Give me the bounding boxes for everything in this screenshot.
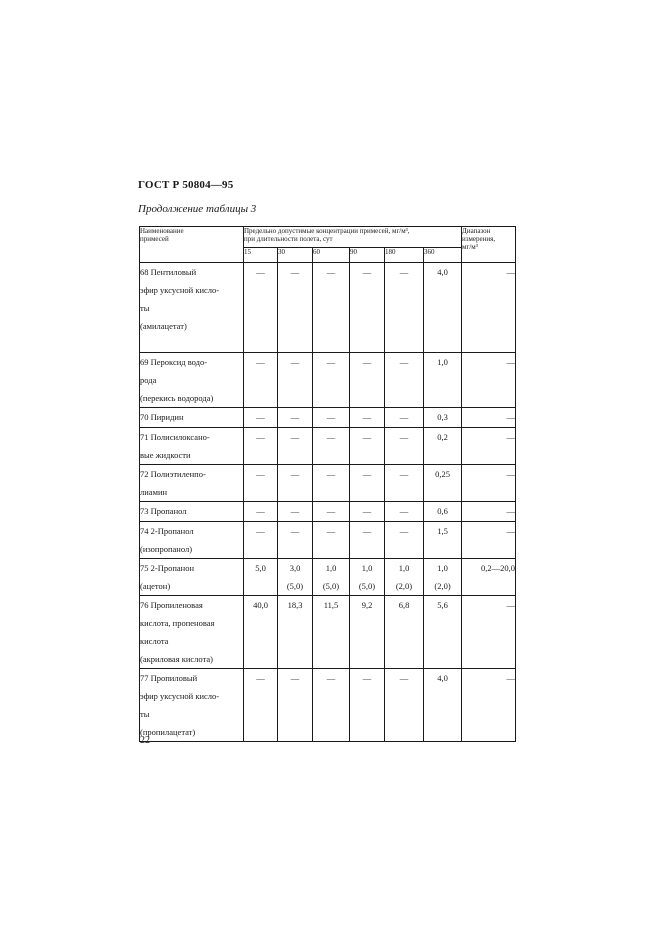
concentration-cell (424, 263, 462, 353)
column-header-concentrations (244, 227, 462, 248)
day-header: 180 (385, 248, 424, 263)
measurement-range-cell: — (462, 353, 516, 408)
concentration-value: — (290, 432, 300, 442)
concentration-value: — (326, 506, 336, 516)
concentration-value: (5,0) (358, 581, 376, 591)
concentration-cell (313, 428, 350, 465)
substance-name-cell (140, 559, 244, 596)
concentration-value: (2,0) (434, 581, 451, 591)
header-line: мг/м³ (462, 243, 478, 251)
concentration-cell (424, 408, 462, 428)
table-header-row (140, 227, 516, 248)
concentration-cell (350, 559, 385, 596)
concentration-cell (385, 502, 424, 522)
concentration-cell (424, 502, 462, 522)
table-row (140, 408, 516, 428)
concentration-cell (313, 263, 350, 353)
concentration-value: 0,6 (437, 506, 448, 516)
concentration-cell (313, 596, 350, 669)
concentration-cell (244, 559, 278, 596)
substance-name-cell (140, 502, 244, 522)
concentration-cell (350, 353, 385, 408)
concentration-cell (350, 465, 385, 502)
concentration-cell (424, 428, 462, 465)
concentration-value: — (290, 506, 300, 516)
concentration-value: 11,5 (323, 600, 339, 610)
substance-name-line: (амилацетат) (140, 321, 187, 331)
concentration-cell (350, 428, 385, 465)
concentration-value: — (290, 357, 300, 367)
substance-name-line: рода (140, 375, 157, 385)
day-header: 30 (278, 248, 313, 263)
concentration-value: — (362, 469, 372, 479)
concentration-cell (424, 669, 462, 742)
concentration-cell (313, 559, 350, 596)
concentration-value: 5,0 (255, 563, 266, 573)
table-row (140, 353, 516, 408)
concentration-value: — (290, 412, 300, 422)
concentration-cell (385, 596, 424, 669)
concentration-cell (424, 465, 462, 502)
concentration-value: — (399, 673, 409, 683)
concentration-value: (5,0) (322, 581, 340, 591)
concentration-cell (278, 465, 313, 502)
measurement-range-cell: — (462, 263, 516, 353)
concentration-cell (385, 669, 424, 742)
concentration-cell (244, 263, 278, 353)
table-continuation-label: Продолжение таблицы 3 (138, 203, 257, 215)
concentration-value: 1,0 (325, 563, 337, 573)
concentration-cell (385, 353, 424, 408)
measurement-range-cell: — (462, 522, 516, 559)
concentration-value: (2,0) (395, 581, 413, 591)
concentration-value: 1,0 (437, 357, 448, 367)
substance-name-line: (акриловая кислота) (140, 654, 213, 664)
concentration-cell (385, 408, 424, 428)
concentration-value: — (256, 469, 265, 479)
concentration-value: — (256, 506, 265, 516)
day-header: 15 (244, 248, 278, 263)
concentration-value: — (362, 506, 372, 516)
substance-name-line: 74 2-Пропанол (140, 526, 194, 536)
concentration-cell (244, 522, 278, 559)
measurement-range-cell: — (462, 428, 516, 465)
concentration-value: — (399, 469, 409, 479)
substance-name-line: 75 2-Пропанон (140, 563, 195, 573)
substance-name-cell (140, 263, 244, 353)
concentration-cell (385, 522, 424, 559)
concentration-value: — (362, 412, 372, 422)
concentration-value: 40,0 (253, 600, 268, 610)
substance-name-line: ты (140, 303, 150, 313)
concentration-value: 1,5 (437, 526, 448, 536)
concentration-value: — (290, 526, 300, 536)
concentration-cell (278, 502, 313, 522)
concentration-cell (278, 263, 313, 353)
concentration-value: 1,0 (437, 563, 448, 573)
concentration-cell (350, 522, 385, 559)
concentration-value: 3,0 (289, 563, 301, 573)
concentration-cell (244, 669, 278, 742)
concentration-cell (244, 353, 278, 408)
concentration-value: 9,2 (361, 600, 373, 610)
measurement-range-cell: — (462, 502, 516, 522)
concentration-cell (350, 408, 385, 428)
day-header: 90 (350, 248, 385, 263)
concentration-value: — (326, 673, 336, 683)
concentration-value: — (362, 267, 372, 277)
concentration-value: 0,25 (435, 469, 450, 479)
table-row (140, 669, 516, 742)
header-line: при длительности полета, сут (244, 235, 333, 243)
substance-name-cell (140, 522, 244, 559)
concentration-value: — (362, 526, 372, 536)
concentration-cell (278, 522, 313, 559)
concentration-value: — (326, 526, 336, 536)
day-header: 360 (424, 248, 462, 263)
measurement-range-cell: — (462, 408, 516, 428)
substance-name-line: 76 Пропиленовая (140, 600, 203, 610)
substance-name-line: (перекись водорода) (140, 393, 214, 403)
header-line: Наименование (140, 227, 184, 235)
concentration-cell (313, 465, 350, 502)
concentration-value: — (326, 432, 336, 442)
substance-name-line: лиамин (140, 487, 168, 497)
measurement-range-cell: — (462, 669, 516, 742)
concentration-value: — (290, 673, 300, 683)
header-line: Диапазон (462, 227, 491, 235)
concentration-value: — (362, 673, 372, 683)
substance-name-cell (140, 408, 244, 428)
concentration-value: — (256, 432, 265, 442)
concentration-value: — (256, 673, 265, 683)
concentration-value: — (399, 357, 409, 367)
substance-name-cell (140, 428, 244, 465)
column-header-range (462, 227, 516, 263)
measurement-range-cell: — (462, 465, 516, 502)
substance-name-cell (140, 669, 244, 742)
concentration-value: — (290, 267, 300, 277)
concentration-cell (313, 353, 350, 408)
header-line: измерения, (462, 235, 496, 243)
substance-name-line: 72 Полиэтиленпо- (140, 469, 206, 479)
concentration-value: — (399, 526, 409, 536)
concentration-cell (385, 465, 424, 502)
substance-name-line: 71 Полисилоксано- (140, 432, 210, 442)
concentration-value: 6,8 (398, 600, 410, 610)
concentration-value: — (399, 506, 409, 516)
concentration-cell (350, 596, 385, 669)
measurement-range-cell: — (462, 596, 516, 669)
substance-name-cell (140, 596, 244, 669)
substance-name-line: (пропилацетат) (140, 727, 196, 737)
concentration-value: — (326, 469, 336, 479)
substance-name-line: вые жидкости (140, 450, 191, 460)
substance-name-line: кислота (140, 636, 169, 646)
table-row (140, 522, 516, 559)
substance-name-line: (ацетон) (140, 581, 171, 591)
concentration-cell (278, 669, 313, 742)
concentration-cell (278, 596, 313, 669)
concentration-value: 0,2 (437, 432, 448, 442)
header-line: примесей (140, 235, 169, 243)
table-row (140, 502, 516, 522)
substance-name-line: (изопропанол) (140, 544, 193, 554)
concentration-value: — (256, 267, 265, 277)
concentration-cell (244, 465, 278, 502)
concentration-cell (350, 669, 385, 742)
concentration-value: 0,3 (437, 412, 448, 422)
concentration-value: — (399, 267, 409, 277)
concentration-value: — (326, 267, 336, 277)
substance-name-line: эфир уксусной кисло- (140, 285, 220, 295)
table-row (140, 428, 516, 465)
concentration-value: — (399, 412, 409, 422)
header-line: Предельно допустимые концентрации примесей, мг/м³, (244, 227, 410, 235)
concentration-value: 5,6 (437, 600, 448, 610)
concentration-cell (385, 263, 424, 353)
concentration-cell (424, 596, 462, 669)
substance-name-cell (140, 465, 244, 502)
concentration-value: — (399, 432, 409, 442)
concentration-cell (313, 669, 350, 742)
substance-name-line: ты (140, 709, 150, 719)
substance-name-line: кислота, пропеновая (140, 618, 215, 628)
concentration-value: — (256, 526, 265, 536)
concentration-cell (313, 522, 350, 559)
concentration-value: — (256, 412, 265, 422)
concentration-cell (350, 263, 385, 353)
concentration-value: 1,0 (361, 563, 373, 573)
concentration-cell (424, 522, 462, 559)
substance-name-line: 77 Пропиловый (140, 673, 198, 683)
substance-name-line: 73 Пропанол (140, 506, 187, 516)
concentration-cell (424, 353, 462, 408)
substance-name-cell (140, 353, 244, 408)
substance-name-line: 70 Пиридин (140, 412, 184, 422)
concentration-value: — (290, 469, 300, 479)
substance-name-line: эфир уксусной кисло- (140, 691, 220, 701)
concentration-value: — (326, 357, 336, 367)
column-header-name (140, 227, 244, 263)
table-row (140, 559, 516, 596)
concentration-cell (244, 428, 278, 465)
concentration-cell (385, 428, 424, 465)
concentration-value: — (256, 357, 265, 367)
measurement-range-cell: 0,2—20,0 (462, 559, 516, 596)
concentration-cell (278, 559, 313, 596)
concentration-cell (244, 596, 278, 669)
concentration-cell (278, 353, 313, 408)
concentration-value: 1,0 (398, 563, 410, 573)
concentration-cell (350, 502, 385, 522)
table-row (140, 596, 516, 669)
day-header: 60 (313, 248, 350, 263)
concentration-cell (385, 559, 424, 596)
table-row (140, 465, 516, 502)
table-row (140, 263, 516, 353)
concentration-value: — (362, 357, 372, 367)
concentration-value: 4,0 (437, 267, 448, 277)
concentration-cell (313, 408, 350, 428)
concentration-cell (278, 428, 313, 465)
substance-name-line: 68 Пентиловый (140, 267, 197, 277)
concentration-value: (5,0) (286, 581, 304, 591)
concentration-value: — (362, 432, 372, 442)
concentration-value: 18,3 (287, 600, 303, 610)
concentration-cell (313, 502, 350, 522)
concentration-table (139, 226, 516, 742)
page-number: 22 (140, 735, 150, 746)
concentration-cell (424, 559, 462, 596)
document-code: ГОСТ Р 50804—95 (138, 179, 234, 191)
concentration-value: 4,0 (437, 673, 448, 683)
concentration-cell (244, 502, 278, 522)
concentration-cell (244, 408, 278, 428)
concentration-cell (278, 408, 313, 428)
substance-name-line: 69 Пероксид водо- (140, 357, 208, 367)
concentration-value: — (326, 412, 336, 422)
